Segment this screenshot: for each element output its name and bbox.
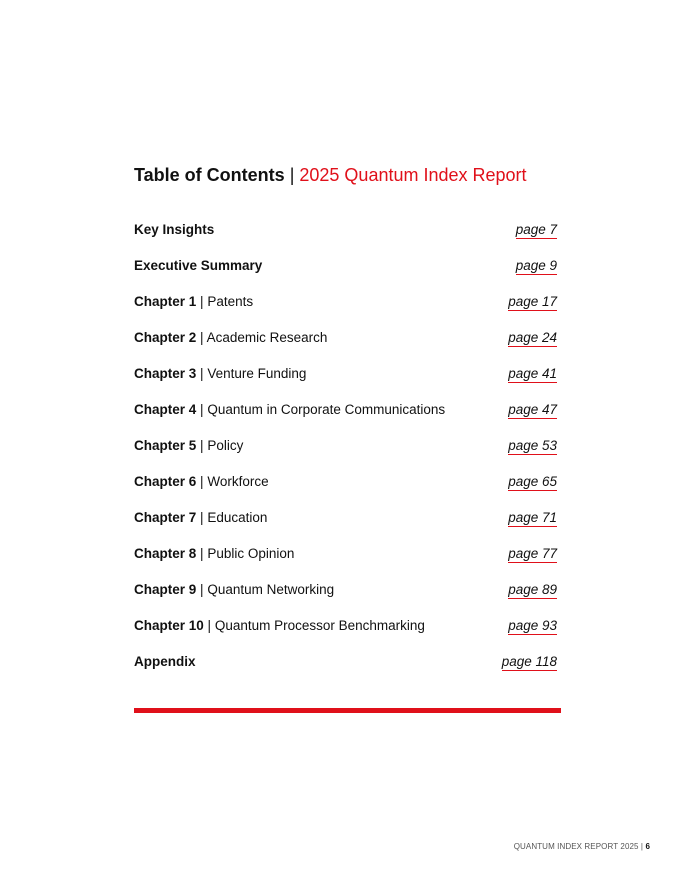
toc-chapter-number: Chapter 2 <box>134 330 197 345</box>
toc-entry <box>134 608 557 644</box>
toc-entry <box>134 536 557 572</box>
toc-list <box>134 212 557 680</box>
toc-page-link[interactable]: page 65 <box>508 473 557 489</box>
toc-entry <box>134 248 557 284</box>
toc-chapter-title: Policy <box>207 438 244 453</box>
toc-page-link[interactable]: page 89 <box>508 581 557 597</box>
toc-chapter-title: Workforce <box>207 474 269 489</box>
toc-entry <box>134 356 557 392</box>
toc-entry <box>134 212 557 248</box>
toc-entry <box>134 428 557 464</box>
toc-chapter-title: Quantum Processor Benchmarking <box>214 618 425 633</box>
toc-entry-label <box>134 327 327 349</box>
toc-chapter-title: Public Opinion <box>207 546 295 561</box>
toc-entry-separator: | <box>200 438 204 453</box>
toc-page-link[interactable]: page 53 <box>508 437 557 453</box>
toc-heading <box>134 163 527 187</box>
footer-page-number: 6 <box>645 842 650 851</box>
toc-entry-label <box>134 543 294 565</box>
toc-entry-label <box>134 615 425 637</box>
toc-chapter-number: Chapter 9 <box>134 582 197 597</box>
toc-entry-separator: | <box>200 582 204 597</box>
toc-page-link[interactable]: page 41 <box>508 365 557 381</box>
toc-entry <box>134 500 557 536</box>
toc-entry <box>134 392 557 428</box>
toc-chapter-number: Chapter 3 <box>134 366 197 381</box>
toc-entry-label <box>134 579 334 601</box>
toc-entry-separator: | <box>200 330 204 345</box>
toc-page-link[interactable]: page 47 <box>508 401 557 417</box>
toc-entry-label <box>134 255 262 277</box>
toc-chapter-number: Chapter 10 <box>134 618 204 633</box>
toc-entry-separator: | <box>200 474 204 489</box>
toc-section-title: Executive Summary <box>134 258 263 273</box>
toc-chapter-title: Academic Research <box>206 330 328 345</box>
red-divider <box>134 708 561 713</box>
toc-page-link[interactable]: page 7 <box>515 221 557 237</box>
toc-page-link[interactable]: page 77 <box>508 545 557 561</box>
toc-entry-separator: | <box>200 294 204 309</box>
toc-entry-label <box>134 471 269 493</box>
toc-entry-label <box>134 399 445 421</box>
toc-page-link[interactable]: page 17 <box>508 293 557 309</box>
toc-heading-subtitle: 2025 Quantum Index Report <box>299 165 527 185</box>
toc-page-link[interactable]: page 71 <box>508 509 557 525</box>
toc-entry-label <box>134 219 214 241</box>
toc-heading-title: Table of Contents <box>134 165 285 185</box>
toc-entry <box>134 644 557 680</box>
toc-chapter-title: Education <box>207 510 268 525</box>
toc-entry-label <box>134 363 306 385</box>
toc-chapter-number: Chapter 8 <box>134 546 197 561</box>
toc-page-link[interactable]: page 9 <box>515 257 557 273</box>
toc-chapter-number: Chapter 7 <box>134 510 197 525</box>
footer-report-name: QUANTUM INDEX REPORT 2025 <box>513 842 639 851</box>
toc-chapter-number: Chapter 6 <box>134 474 197 489</box>
toc-entry <box>134 320 557 356</box>
toc-entry-label <box>134 651 196 673</box>
toc-section-title: Key Insights <box>134 222 215 237</box>
footer-separator: | <box>640 842 644 851</box>
toc-section-title: Appendix <box>134 654 196 669</box>
toc-entry-label <box>134 507 267 529</box>
toc-chapter-number: Chapter 1 <box>134 294 197 309</box>
toc-entry-separator: | <box>200 402 204 417</box>
toc-entry-label <box>134 435 243 457</box>
toc-page-link[interactable]: page 24 <box>508 329 557 345</box>
toc-heading-separator: | <box>289 165 295 185</box>
toc-chapter-title: Patents <box>207 294 254 309</box>
toc-chapter-title: Venture Funding <box>207 366 307 381</box>
toc-entry <box>134 464 557 500</box>
toc-entry-separator: | <box>200 510 204 525</box>
toc-chapter-number: Chapter 4 <box>134 402 197 417</box>
toc-chapter-number: Chapter 5 <box>134 438 197 453</box>
toc-page-link[interactable]: page 118 <box>501 653 557 669</box>
toc-entry-separator: | <box>207 618 212 633</box>
toc-entry-label <box>134 291 253 313</box>
toc-entry-separator: | <box>200 366 204 381</box>
page-footer <box>514 842 650 851</box>
toc-chapter-title: Quantum in Corporate Communications <box>207 402 446 417</box>
toc-chapter-title: Quantum Networking <box>207 582 335 597</box>
toc-entry <box>134 284 557 320</box>
toc-entry-separator: | <box>200 546 204 561</box>
toc-entry <box>134 572 557 608</box>
toc-page-link[interactable]: page 93 <box>508 617 557 633</box>
